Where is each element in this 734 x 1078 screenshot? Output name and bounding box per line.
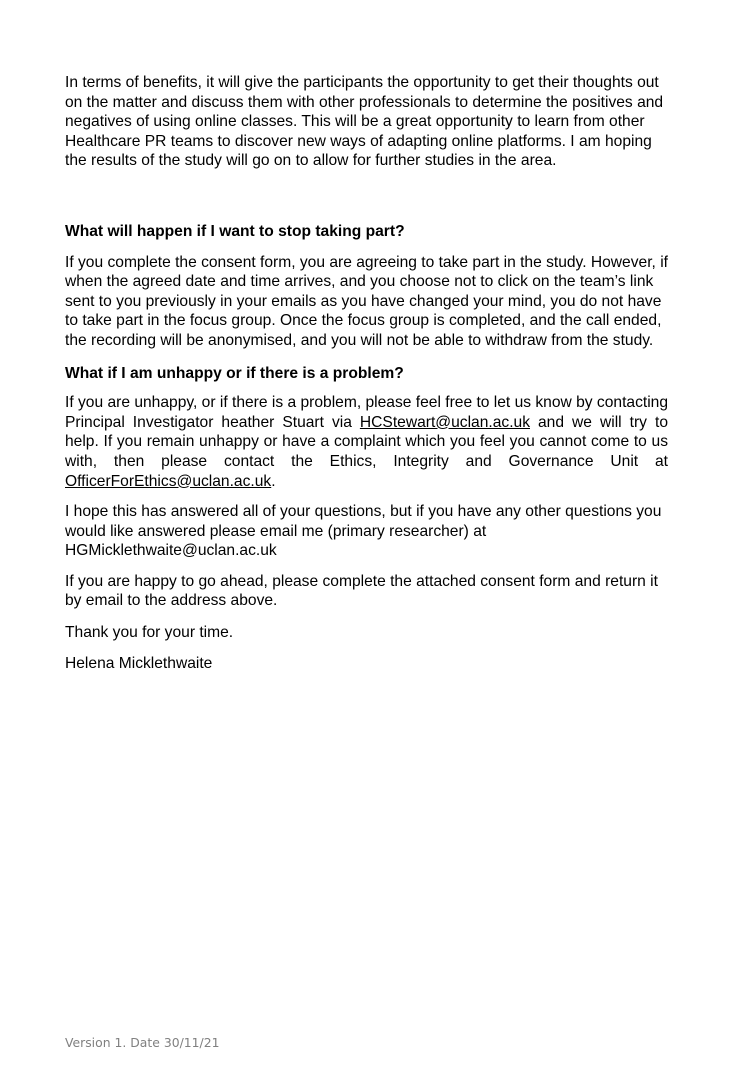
pi-email-link[interactable]: HCStewart@uclan.ac.uk xyxy=(359,413,530,431)
consent-paragraph: If you are happy to go ahead, please complete the attached consent form and return it by email to the address above. xyxy=(65,572,658,610)
unhappy-heading: What if I am unhappy or if there is a problem? xyxy=(65,364,404,382)
unhappy-text-part1: If you are unhappy, or if there is a problem, please feel free to let us know by contacting Principal Investigator heather Stuart via xyxy=(65,394,669,431)
unhappy-paragraph xyxy=(65,393,668,491)
researcher-email: HGMicklethwaite@uclan.ac.uk xyxy=(65,542,277,560)
stop-taking-part-paragraph: If you complete the consent form, you are agreeing to take part in the study. However, if when the agreed date and time arrives, and you choose not to click on the team’s link sent to you previously in your emails as you have changed your mind, you do not have to take part in the focus group. Once the focus group is completed, and the call ended, the recording will be anonymised, and you will not be able to withdraw from the study. xyxy=(65,253,668,349)
unhappy-text-part3: . xyxy=(271,472,276,490)
document-page xyxy=(65,73,668,673)
questions-paragraph xyxy=(65,502,668,561)
signature-name: Helena Micklethwaite xyxy=(65,654,213,672)
version-footer: Version 1. Date 30/11/21 xyxy=(65,1035,220,1050)
unhappy-text-part2: and we will try to help. If you remain unhappy or have a complaint which you feel you cannot come to us with, then please contact the Ethics, Integrity and Governance Unit at xyxy=(65,413,668,470)
questions-text: I hope this has answered all of your questions, but if you have any other questions you would like answered please email me (primary researcher) at xyxy=(65,503,662,540)
ethics-email-link[interactable]: OfficerForEthics@uclan.ac.uk xyxy=(65,472,272,490)
thanks-line: Thank you for your time. xyxy=(65,624,234,642)
stop-taking-part-heading: What will happen if I want to stop taking part? xyxy=(65,222,405,240)
benefits-paragraph: In terms of benefits, it will give the participants the opportunity to get their thoughts out on the matter and discuss them with other professionals to determine the positives and negatives of using online classes. This will be a great opportunity to learn from other Healthcare PR teams to discover new ways of adapting online platforms. I am hoping the results of the study will go on to allow for further studies in the area. xyxy=(65,74,664,170)
